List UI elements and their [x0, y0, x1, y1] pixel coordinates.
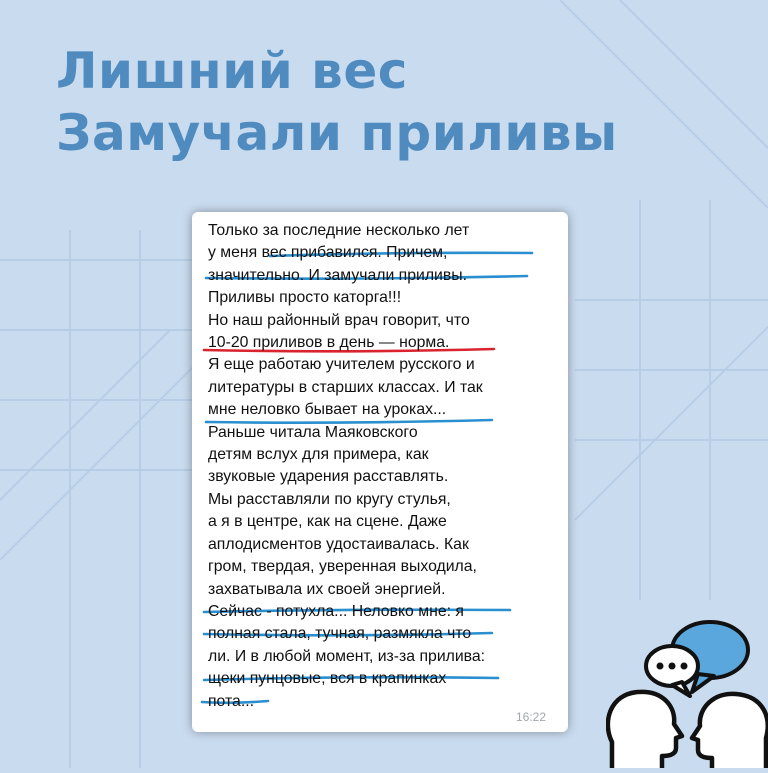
message-line: литературы в старших классах. И так: [208, 378, 483, 396]
message-line: Только за последние несколько лет: [208, 222, 470, 239]
message-line: Но наш районный врач говорит, что: [208, 311, 470, 329]
title-line-1: Лишний вес: [56, 42, 408, 100]
message-line: мне неловко бывает на уроках...: [208, 401, 447, 419]
message-line: а я в центре, как на сцене. Даже: [208, 513, 447, 531]
message-line: звуковые ударения расставлять.: [208, 468, 449, 486]
conversation-icon: [606, 612, 768, 768]
message-line: Раньше читала Маяковского: [208, 423, 418, 441]
message-line: детям вслух для примера, как: [208, 446, 429, 464]
message-timestamp: 16:22: [515, 710, 546, 724]
right-head-icon: [692, 694, 768, 768]
message-line: ли. И в любой момент, из-за прилива:: [208, 647, 486, 665]
message-line: Приливы просто каторга!!!: [208, 289, 402, 307]
message-line: пота...: [208, 692, 255, 710]
message-line: полная стала, тучная, размякла что: [208, 625, 472, 643]
message-line: гром, твердая, уверенная выходила,: [208, 558, 477, 576]
message-line: аплодисментов удостаивалась. Как: [208, 535, 469, 553]
message-line: Мы расставляли по кругу стулья,: [208, 490, 451, 508]
message-line: захватывала их своей энергией.: [208, 580, 446, 598]
message-line: Я еще работаю учителем русского и: [208, 356, 475, 374]
page-title: [56, 40, 618, 164]
message-line: Сейчас - потухла... Неловко мне: я: [208, 602, 464, 620]
left-head-icon: [608, 692, 682, 768]
chat-message-screenshot: [192, 212, 568, 732]
message-text: [208, 220, 558, 713]
message-line: значительно. И замучали приливы.: [208, 266, 468, 284]
message-line: у меня вес прибавился. Причем,: [208, 244, 448, 262]
message-line: 10-20 приливов в день — норма.: [208, 334, 450, 352]
title-line-2: Замучали приливы: [56, 104, 618, 162]
ellipsis-bubble-icon: [646, 646, 698, 696]
message-line: щеки пунцовые, вся в крапинках: [208, 670, 447, 688]
